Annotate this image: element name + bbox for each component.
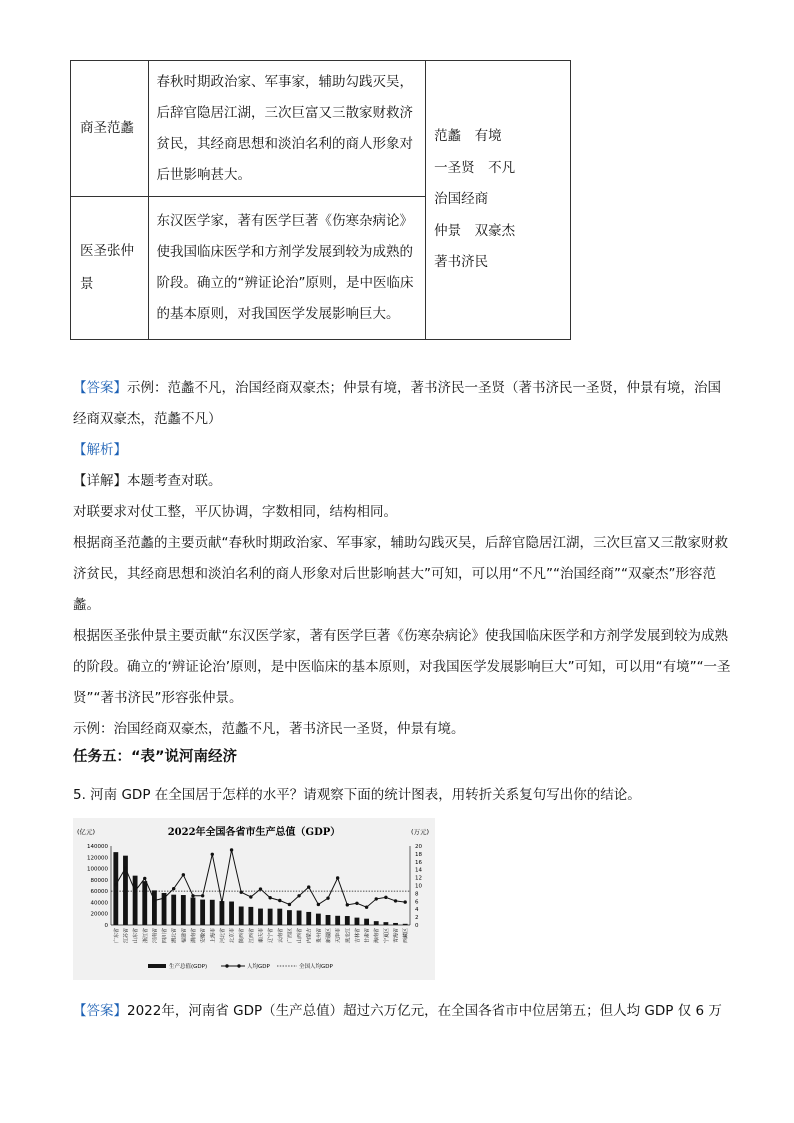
category-label: 辽宁省 xyxy=(268,928,275,944)
analysis-paragraph: 示例：治国经商双豪杰，范蠡不凡，著书济民一圣贤，仲景有境。 xyxy=(73,721,465,737)
category-label: 广西区 xyxy=(287,928,294,944)
category-label: 甘肃省 xyxy=(364,928,371,944)
legend-line-marker xyxy=(237,964,240,967)
per-capita-point xyxy=(259,887,262,890)
answer-text: 2022年，河南省 GDP（生产总值）超过六万亿元，在全国各省市中位居第五；但人均 GDP 仅 6 万 xyxy=(127,1003,722,1019)
category-label: 四川省 xyxy=(162,928,169,944)
per-capita-point xyxy=(153,899,156,902)
gdp-bar xyxy=(133,876,138,925)
category-label: 安徽省 xyxy=(200,928,207,944)
per-capita-point xyxy=(268,896,271,899)
gdp-bar xyxy=(306,912,311,925)
category-label: 上海市 xyxy=(210,928,217,944)
per-capita-point xyxy=(326,896,329,899)
per-capita-point xyxy=(394,899,397,902)
couplet-table xyxy=(70,60,571,340)
gdp-bar xyxy=(171,895,176,925)
detail-text: 本题考查对联。 xyxy=(127,473,222,489)
right-tick-label: 6 xyxy=(415,899,419,906)
right-tick-label: 4 xyxy=(415,907,419,914)
per-capita-point xyxy=(240,891,243,894)
per-capita-point xyxy=(124,866,127,869)
category-label: 湖南省 xyxy=(190,928,197,944)
per-capita-point xyxy=(133,889,136,892)
category-label: 陕西省 xyxy=(239,928,246,944)
per-capita-point xyxy=(143,877,146,880)
category-label: 天津市 xyxy=(335,928,342,944)
category-label: 重庆市 xyxy=(258,928,265,944)
per-capita-point xyxy=(336,876,339,879)
right-tick-label: 0 xyxy=(415,923,419,929)
gdp-chart-svg xyxy=(73,818,435,980)
word-bank-cell: 范蠡 有境 一圣贤 不凡 治国经商 仲景 双豪杰 著书济民 xyxy=(426,61,571,340)
analysis-paragraph: 根据商圣范蠡的主要贡献“春秋时期政治家、军事家，辅助勾践灭吴，后辞官隐居江湖，三次巨富又三散家财救济贫民，其经商思想和淡泊名利的商人形象对后世影响甚大”可知，可以用“不凡”“治国经商”“双豪杰”形容范蠡。 xyxy=(73,535,728,613)
per-capita-point xyxy=(288,903,291,906)
right-tick-label: 14 xyxy=(415,867,422,874)
category-label: 广东省 xyxy=(113,928,120,944)
gdp-bar xyxy=(123,856,128,925)
gdp-bar xyxy=(355,918,360,925)
person-desc-cell: 东汉医学家，著有医学巨著《伤寒杂病论》使我国临床医学和方剂学发展到较为成熟的阶段。确立的“辨证论治”原则，是中医临床的基本原则，对我国医学发展影响巨大。 xyxy=(148,197,426,340)
per-capita-point xyxy=(384,896,387,899)
category-label: 江西省 xyxy=(248,928,255,944)
per-capita-point xyxy=(375,897,378,900)
gdp-bar xyxy=(248,907,253,925)
gdp-bar xyxy=(220,901,225,925)
gdp-bar xyxy=(393,923,398,925)
category-label: 江苏省 xyxy=(123,928,130,944)
gdp-bar xyxy=(268,909,273,925)
answer-tag: 【答案】 xyxy=(73,380,127,396)
category-label: 福建省 xyxy=(181,928,188,944)
category-label: 青海省 xyxy=(393,928,400,944)
analysis-paragraph: 对联要求对仗工整，平仄协调，字数相同，结构相同。 xyxy=(73,504,397,520)
per-capita-point xyxy=(162,896,165,899)
per-capita-point xyxy=(365,906,368,909)
per-capita-point xyxy=(182,873,185,876)
gdp-bar xyxy=(239,907,244,925)
right-tick-label: 2 xyxy=(415,915,419,922)
category-label: 宁夏区 xyxy=(383,928,390,944)
gdp-bar xyxy=(374,921,379,925)
left-tick-label: 0 xyxy=(104,923,108,929)
per-capita-point xyxy=(114,883,117,886)
left-tick-label: 80000 xyxy=(90,877,108,884)
chart-title: 2022年全国各省市生产总值（GDP） xyxy=(167,827,341,838)
right-tick-label: 12 xyxy=(415,875,422,882)
gdp-bar xyxy=(210,900,215,925)
y-axis-unit-right: (万元) xyxy=(411,828,430,836)
gdp-bar xyxy=(258,909,263,925)
legend-label: 全国人均GDP xyxy=(299,964,333,970)
left-tick-label: 40000 xyxy=(90,900,108,907)
answer-tag: 【答案】 xyxy=(73,1003,127,1019)
analysis-section xyxy=(73,435,733,745)
category-label: 河南省 xyxy=(152,928,159,944)
gdp-bar xyxy=(113,852,118,925)
left-tick-label: 20000 xyxy=(90,911,108,918)
gdp-bar xyxy=(229,902,234,925)
category-label: 河北省 xyxy=(219,928,226,944)
per-capita-point xyxy=(249,895,252,898)
gdp-bar xyxy=(364,919,369,925)
gdp-bar xyxy=(181,895,186,925)
per-capita-point xyxy=(307,885,310,888)
per-capita-point xyxy=(172,887,175,890)
legend-line-marker xyxy=(225,964,228,967)
gdp-bar xyxy=(287,910,292,925)
right-tick-label: 16 xyxy=(415,859,422,866)
category-label: 北京市 xyxy=(229,928,236,944)
left-tick-label: 100000 xyxy=(87,866,108,873)
category-label: 内蒙古 xyxy=(306,928,313,944)
right-tick-label: 10 xyxy=(415,883,422,890)
y-axis-unit-left: (亿元) xyxy=(77,828,96,836)
legend-label: 生产总值(GDP) xyxy=(169,964,208,970)
answer-2 xyxy=(73,999,753,1019)
legend-bar-swatch xyxy=(148,964,166,968)
detail-tag: 【详解】 xyxy=(73,473,127,489)
person-name-cell: 医圣张仲景 xyxy=(71,197,149,340)
per-capita-point xyxy=(220,901,223,904)
question-5: 5. 河南 GDP 在全国居于怎样的水平？请观察下面的统计图表，用转折关系复句写出你的结论。 xyxy=(73,787,641,803)
category-label: 湖北省 xyxy=(171,928,178,944)
left-tick-label: 60000 xyxy=(90,889,108,896)
per-capita-point xyxy=(191,894,194,897)
gdp-bar xyxy=(326,915,331,925)
gdp-bar xyxy=(345,916,350,925)
category-label: 吉林省 xyxy=(354,928,361,944)
category-label: 云南省 xyxy=(277,928,284,944)
gdp-bar xyxy=(277,909,282,925)
answer-1 xyxy=(73,373,733,435)
gdp-bar xyxy=(335,916,340,925)
per-capita-point xyxy=(297,894,300,897)
right-tick-label: 18 xyxy=(415,851,422,858)
category-label: 浙江省 xyxy=(142,928,149,944)
left-tick-label: 140000 xyxy=(87,844,108,850)
per-capita-point xyxy=(346,903,349,906)
gdp-bar xyxy=(383,922,388,925)
per-capita-point xyxy=(211,853,214,856)
category-label: 新疆区 xyxy=(326,928,333,944)
person-name-cell: 商圣范蠡 xyxy=(71,61,149,197)
category-label: 海南省 xyxy=(374,928,381,944)
per-capita-point xyxy=(355,902,358,905)
per-capita-point xyxy=(230,848,233,851)
category-label: 山西省 xyxy=(297,928,304,944)
per-capita-point xyxy=(317,903,320,906)
gdp-bar xyxy=(403,924,408,925)
gdp-bar xyxy=(316,914,321,925)
task-title: 任务五：“表”说河南经济 xyxy=(73,749,238,765)
per-capita-point xyxy=(278,899,281,902)
category-label: 西藏区 xyxy=(403,928,410,944)
right-tick-label: 20 xyxy=(415,844,422,850)
analysis-tag: 【解析】 xyxy=(73,442,127,458)
answer-text: 示例：范蠡不凡，治国经商双豪杰；仲景有境，著书济民一圣贤（著书济民一圣贤，仲景有境，治国经商双豪杰，范蠡不凡） xyxy=(73,380,721,427)
per-capita-line xyxy=(116,850,405,907)
legend-label: 人均GDP xyxy=(247,964,270,970)
gdp-bar xyxy=(297,911,302,925)
gdp-chart xyxy=(73,818,435,980)
category-label: 山东省 xyxy=(133,928,140,944)
gdp-bar xyxy=(200,900,205,925)
per-capita-point xyxy=(403,900,406,903)
table-row xyxy=(71,61,571,197)
right-tick-label: 8 xyxy=(415,891,419,898)
category-label: 贵州省 xyxy=(316,928,323,944)
analysis-paragraph: 根据医圣张仲景主要贡献“东汉医学家，著有医学巨著《伤寒杂病论》使我国临床医学和方剂学发展到较为成熟的阶段。确立的‘辨证论治’原则，是中医临床的基本原则，对我国医学发展影响巨大”可知，可以用“有境”“一圣贤”“著书济民”形容张仲景。 xyxy=(73,628,731,706)
category-label: 黑龙江 xyxy=(345,928,352,944)
left-tick-label: 120000 xyxy=(87,855,108,862)
per-capita-point xyxy=(201,894,204,897)
gdp-bar xyxy=(142,881,147,925)
person-desc-cell: 春秋时期政治家、军事家，辅助勾践灭吴，后辞官隐居江湖，三次巨富又三散家财救济贫民，其经商思想和淡泊名利的商人形象对后世影响甚大。 xyxy=(148,61,426,197)
gdp-bar xyxy=(191,898,196,925)
